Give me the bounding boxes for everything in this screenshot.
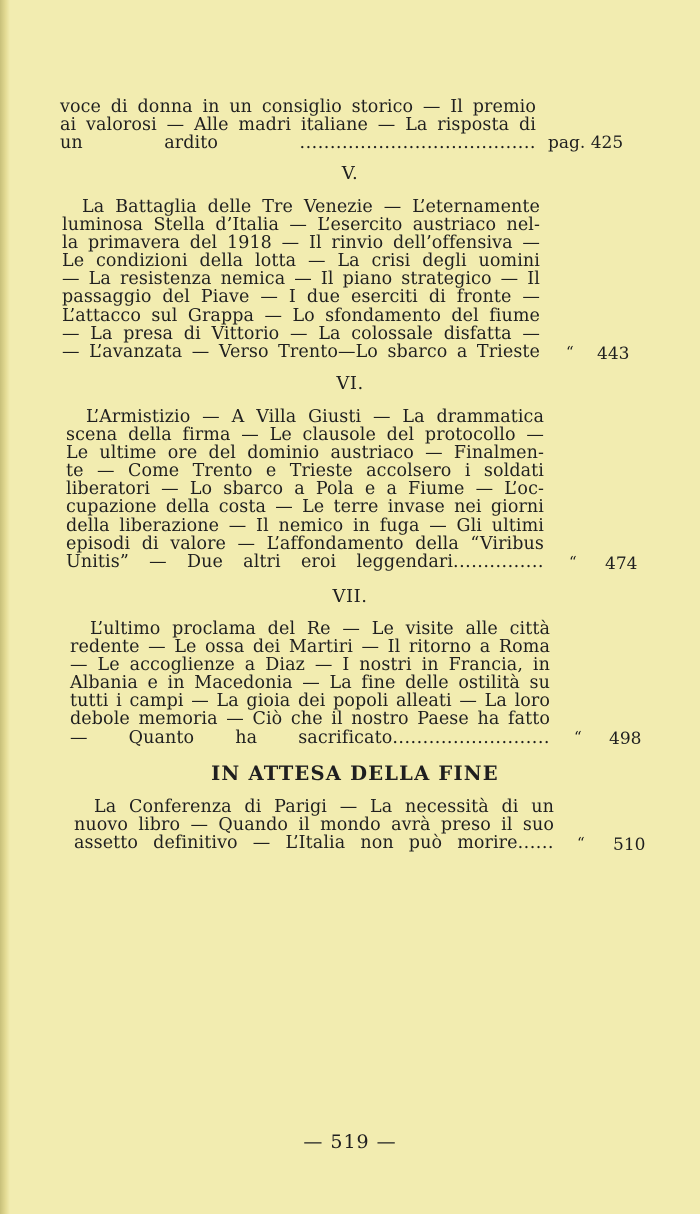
toc-entry-line: Le condizioni della lotta — La crisi degli uomini — [62, 251, 540, 272]
toc-entry-line-with-leader — [60, 134, 536, 152]
toc-entry-section-vi — [66, 408, 544, 571]
toc-entry-line: Albania e in Macedonia — La fine delle ostilità su — [70, 673, 550, 694]
section-heading-vii: VII. — [332, 586, 368, 607]
toc-entry-line: Le ultime ore del dominio austriaco — Finalmen- — [66, 443, 544, 464]
section-heading-v: V. — [341, 163, 359, 184]
page-reference: 443 — [597, 344, 630, 364]
ditto-mark: “ — [566, 343, 574, 361]
toc-entry-line-with-leader — [74, 834, 554, 852]
toc-entry-line: La Conferenza di Parigi — La necessità di un — [94, 797, 554, 817]
toc-entry-line: La Battaglia delle Tre Venezie — L’eternamente — [82, 197, 540, 217]
toc-entry-section-v — [62, 198, 540, 361]
toc-entry-line: cupazione della costa — Le terre invase nei giorni — [66, 497, 544, 518]
toc-entry-line: — L’avanzata — Verso Trento—Lo sbarco a Trieste — [62, 341, 540, 362]
toc-entry-continuation — [60, 98, 536, 152]
ditto-mark: “ — [577, 834, 585, 852]
toc-entry-line: della liberazione — Il nemico in fuga — Gli ultimi — [66, 515, 544, 536]
toc-entry-line: redente — Le ossa dei Martiri — Il ritorno a Roma — [70, 637, 550, 658]
toc-entry-line: luminosa Stella d’Italia — L’esercito austriaco nel- — [62, 215, 540, 236]
toc-entry-section-vii — [70, 620, 550, 747]
ditto-mark: “ — [569, 553, 577, 571]
toc-entry-line: — Le accoglienze a Diaz — I nostri in Francia, in — [70, 655, 550, 676]
toc-entry-line: assetto definitivo — L’Italia non può morire — [74, 833, 518, 854]
toc-entry-line: Unitis” — Due altri eroi leggendari — [66, 551, 454, 572]
toc-entry-line: scena della firma — Le clausole del protocollo — — [66, 425, 544, 446]
toc-entry-line: — La presa di Vittorio — La colossale disfatta — — [62, 323, 540, 344]
page-reference: 510 — [613, 835, 646, 855]
page-reference: 474 — [605, 554, 638, 574]
toc-entry-line: liberatori — Lo sbarco a Pola e a Fiume — L’oc- — [66, 479, 544, 500]
page-reference: 498 — [609, 729, 642, 749]
toc-entry-line: debole memoria — Ciò che il nostro Paese ha fatto — [70, 709, 550, 730]
dot-leader: ....................................... — [299, 133, 536, 154]
toc-entry-line: L’ultimo proclama del Re — Le visite alle città — [90, 619, 550, 639]
section-heading-vi: VI. — [336, 373, 364, 394]
toc-entry-line: L’attacco sul Grappa — Lo sfondamento del fiume — [62, 305, 540, 326]
page-number: — 519 — — [303, 1131, 397, 1153]
toc-entry-line: L’Armistizio — A Villa Giusti — La drammatica — [86, 407, 544, 427]
toc-entry-line-with-leader — [70, 729, 550, 747]
page-reference: pag. 425 — [548, 133, 624, 153]
ditto-mark: “ — [574, 728, 582, 746]
dot-leader: .......................... — [392, 727, 550, 748]
toc-entry-line: — La resistenza nemica — Il piano strategico — Il — [62, 269, 540, 290]
toc-entry-line: — Quanto ha sacrificato — [70, 727, 393, 748]
toc-entry-final — [74, 798, 554, 852]
toc-entry-line: nuovo libro — Quando il mondo avrà preso il suo — [74, 815, 554, 836]
toc-entry-line-with-leader — [66, 553, 544, 571]
toc-entry-line: voce di donna in un consiglio storico — Il premio — [60, 97, 536, 117]
toc-entry-line: passaggio del Piave — I due eserciti di fronte — — [62, 287, 540, 308]
dot-leader: ...... — [517, 833, 554, 854]
toc-entry-line: ai valorosi — Alle madri italiane — La risposta di — [60, 115, 536, 136]
section-heading-final: IN ATTESA DELLA FINE — [211, 762, 499, 785]
toc-entry-line: te — Come Trento e Trieste accolsero i soldati — [66, 461, 544, 482]
toc-entry-line: un ardito — [60, 133, 219, 154]
dot-leader: ............... — [453, 551, 544, 572]
toc-entry-line: episodi di valore — L’affondamento della “Viribus — [66, 533, 544, 554]
toc-entry-line: la primavera del 1918 — Il rinvio dell’offensiva — — [62, 233, 540, 254]
toc-entry-line: tutti i campi — La gioia dei popoli alleati — La loro — [70, 691, 550, 712]
